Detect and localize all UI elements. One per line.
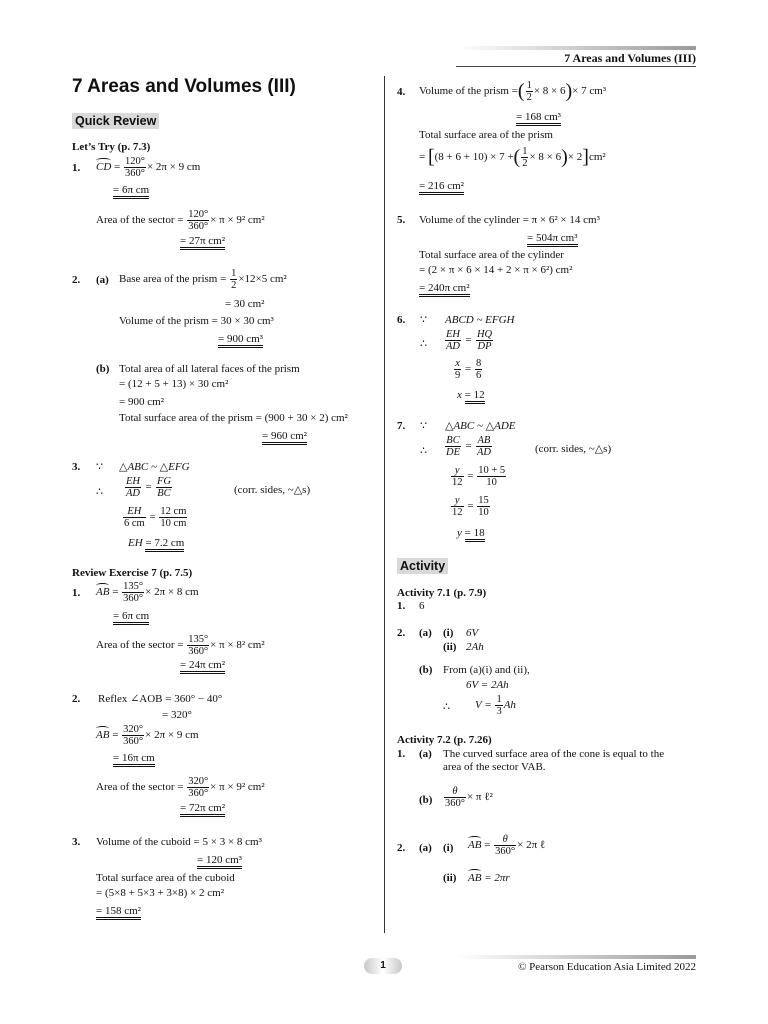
q2a-label: (a) bbox=[96, 274, 109, 286]
a71-q1-answer: 6 bbox=[419, 600, 425, 612]
review-exercise-heading: Review Exercise 7 (p. 7.5) bbox=[72, 567, 193, 579]
r4-tsa-result: = 216 cm² bbox=[419, 180, 464, 193]
r5-tsa-result: = 240π cm² bbox=[419, 282, 470, 295]
a72-q1b-label: (b) bbox=[419, 794, 433, 806]
q1-area: Area of the sector = $\frac{120^\circ}{360^\circ}$ × π × 9² cm² bbox=[96, 209, 265, 232]
q1-result: = 6π cm bbox=[113, 184, 149, 197]
a72-aii-equation: AB = 2πr bbox=[468, 872, 510, 884]
a71-b-equation: 6V = 2Ah bbox=[466, 679, 509, 691]
r7-reason: (corr. sides, ~△s) bbox=[535, 443, 612, 455]
since-symbol: ∵ bbox=[420, 314, 427, 326]
r4-volume: Volume of the prism =( $\frac{1}{2}$ × 8 × 6)× 7 cm³ bbox=[419, 80, 607, 103]
since-symbol: ∵ bbox=[96, 461, 103, 473]
therefore-symbol: ∴ bbox=[443, 701, 450, 713]
a71-ai-answer: 6V bbox=[466, 627, 479, 639]
r3-volume: Volume of the cuboid = 5 × 3 × 8 cm³ bbox=[96, 836, 262, 848]
a71-b-label: (b) bbox=[419, 664, 433, 676]
q2a-base: Base area of the prism = $\frac{1}{2}$ ×12×5 cm² bbox=[119, 268, 287, 291]
r7-number: 7. bbox=[397, 420, 406, 432]
footer-decor-bar bbox=[456, 955, 696, 959]
a72-q1a-label: (a) bbox=[419, 748, 432, 760]
r1-arc-equation: AB = $\frac{135^\circ}{360^\circ}$ × 2π × 8 cm bbox=[96, 581, 199, 604]
q2b-label: (b) bbox=[96, 363, 110, 375]
r7-ratio-3: $\frac{y}{12}$ = $\frac{15}{10}$ bbox=[452, 495, 489, 518]
r3-tsa: Total surface area of the cuboid bbox=[96, 872, 235, 884]
arc-label: CD bbox=[96, 161, 112, 174]
chapter-title: 7 Areas and Volumes (III) bbox=[72, 76, 296, 97]
q2-number: 2. bbox=[72, 274, 81, 286]
a71-q2-number: 2. bbox=[397, 627, 406, 639]
q1-arc-equation: CD = $\frac{120^\circ}{360^\circ}$ × 2π × 9 cm bbox=[96, 156, 201, 179]
r2-area: Area of the sector = $\frac{320^\circ}{360^\circ}$ × π × 9² cm² bbox=[96, 776, 265, 799]
r2-arc-equation: AB = $\frac{320^\circ}{360^\circ}$ × 2π × 9 cm bbox=[96, 724, 199, 747]
a71-b-text: From (a)(i) and (ii), bbox=[443, 664, 530, 676]
a72-ai-label: (i) bbox=[443, 842, 454, 854]
a72-q2a-label: (a) bbox=[419, 842, 432, 854]
a72-aii-label: (ii) bbox=[443, 872, 457, 884]
r7-ratio-2: $\frac{y}{12}$ = $\frac{10 + 5}{10}$ bbox=[452, 465, 506, 488]
r4-number: 4. bbox=[397, 86, 406, 98]
a72-q1-number: 1. bbox=[397, 748, 406, 760]
therefore-symbol: ∴ bbox=[420, 338, 427, 350]
page-number: 1 bbox=[364, 958, 402, 974]
quick-review-heading: Quick Review bbox=[72, 113, 159, 129]
a71-v-equation: V = $\frac{1}{3}$ Ah bbox=[475, 694, 516, 717]
q3-result: EH = 7.2 cm bbox=[128, 537, 184, 550]
r6-number: 6. bbox=[397, 314, 406, 326]
q2a-base-result: = 30 cm² bbox=[225, 298, 265, 310]
a71-aii-answer: 2Ah bbox=[466, 641, 484, 653]
r3-tsa-result: = 158 cm² bbox=[96, 905, 141, 918]
q1-area-result: = 27π cm² bbox=[180, 235, 225, 248]
r3-number: 3. bbox=[72, 836, 81, 848]
running-header: 7 Areas and Volumes (III) bbox=[564, 51, 696, 65]
arc-label: AB bbox=[96, 729, 110, 742]
a72-q1a-text-1: The curved surface area of the cone is equal to the bbox=[443, 748, 665, 760]
q1-number: 1. bbox=[72, 162, 81, 174]
q2b-tsa: Total surface area of the prism = (900 + 30 × 2) cm² bbox=[119, 412, 348, 424]
header-rule bbox=[456, 66, 696, 67]
r2-number: 2. bbox=[72, 693, 81, 705]
a72-ai-equation: AB = $\frac{\theta}{360^\circ}$ × 2π ℓ bbox=[468, 834, 546, 857]
copyright: © Pearson Education Asia Limited 2022 bbox=[518, 961, 696, 973]
column-divider bbox=[384, 76, 385, 933]
r6-similar: ABCD ~ EFGH bbox=[445, 314, 515, 326]
q3-ratio-2: $\frac{EH}{6 cm}$ = $\frac{12 cm}{10 cm}$ bbox=[124, 506, 187, 529]
a71-q1-number: 1. bbox=[397, 600, 406, 612]
r5-tsa-1: = (2 × π × 6 × 14 + 2 × π × 6²) cm² bbox=[419, 264, 573, 276]
q2a-volume-result: = 900 cm³ bbox=[218, 333, 263, 346]
q3-number: 3. bbox=[72, 461, 81, 473]
r2-reflex: Reflex ∠AOB = 360° − 40° bbox=[98, 693, 223, 705]
r3-tsa-1: = (5×8 + 5×3 + 3×8) × 2 cm² bbox=[96, 887, 224, 899]
r7-result: y = 18 bbox=[457, 527, 485, 540]
r1-area-result: = 24π cm² bbox=[180, 659, 225, 672]
a71-q2a-label: (a) bbox=[419, 627, 432, 639]
r4-volume-result: = 168 cm³ bbox=[516, 111, 561, 124]
r7-ratio-1: $\frac{BC}{DE}$ = $\frac{AB}{AD}$ bbox=[446, 435, 491, 458]
q3-similar: △ABC ~ △EFG bbox=[119, 461, 190, 473]
r6-ratio-2: $\frac{x}{9}$ = $\frac{8}{6}$ bbox=[455, 358, 482, 381]
r7-similar: △ABC ~ △ADE bbox=[445, 420, 516, 432]
r1-result: = 6π cm bbox=[113, 610, 149, 623]
q2a-volume: Volume of the prism = 30 × 30 cm³ bbox=[119, 315, 274, 327]
arc-label: AB bbox=[468, 839, 482, 852]
a72-q1b-expression: $\frac{\theta}{360^\circ}$ × π ℓ² bbox=[445, 786, 493, 809]
r3-volume-result: = 120 cm³ bbox=[197, 854, 242, 867]
q2b-lateral: Total area of all lateral faces of the prism bbox=[119, 363, 300, 375]
r5-volume-result: = 504π cm³ bbox=[527, 232, 578, 245]
q3-reason: (corr. sides, ~△s) bbox=[234, 484, 311, 496]
activity-71-heading: Activity 7.1 (p. 7.9) bbox=[397, 587, 487, 599]
r1-area: Area of the sector = $\frac{135^\circ}{360^\circ}$ × π × 8² cm² bbox=[96, 634, 265, 657]
arc-label: AB bbox=[96, 586, 110, 599]
r4-tsa-expression: = [(8 + 6 + 10) × 7 +( $\frac{1}{2}$ × 8 × 6)× 2]cm² bbox=[419, 146, 606, 169]
r5-tsa: Total surface area of the cylinder bbox=[419, 249, 564, 261]
q2b-lateral-1: = (12 + 5 + 13) × 30 cm² bbox=[119, 378, 229, 390]
q3-ratio-1: $\frac{EH}{AD}$ = $\frac{FG}{BC}$ bbox=[126, 476, 171, 499]
a72-q1a-text-2: area of the sector VAB. bbox=[443, 761, 546, 773]
therefore-symbol: ∴ bbox=[420, 445, 427, 457]
activity-heading: Activity bbox=[397, 558, 448, 574]
therefore-symbol: ∴ bbox=[96, 486, 103, 498]
r5-number: 5. bbox=[397, 214, 406, 226]
r4-tsa: Total surface area of the prism bbox=[419, 129, 553, 141]
r6-result: x = 12 bbox=[457, 389, 485, 402]
lets-try-heading: Let’s Try (p. 7.3) bbox=[72, 141, 151, 153]
r1-number: 1. bbox=[72, 587, 81, 599]
r5-volume: Volume of the cylinder = π × 6² × 14 cm³ bbox=[419, 214, 600, 226]
arc-label: AB bbox=[468, 872, 482, 884]
a71-ai-label: (i) bbox=[443, 627, 454, 639]
since-symbol: ∵ bbox=[420, 420, 427, 432]
q2b-tsa-result: = 960 cm² bbox=[262, 430, 307, 443]
a71-aii-label: (ii) bbox=[443, 641, 457, 653]
r2-result: = 16π cm bbox=[113, 752, 155, 765]
activity-72-heading: Activity 7.2 (p. 7.26) bbox=[397, 734, 492, 746]
a72-q2-number: 2. bbox=[397, 842, 406, 854]
r2-area-result: = 72π cm² bbox=[180, 802, 225, 815]
q2b-lateral-2: = 900 cm² bbox=[119, 396, 164, 408]
header-decor-bar bbox=[456, 46, 696, 50]
r2-reflex-result: = 320° bbox=[162, 709, 192, 721]
r6-ratio-1: $\frac{EH}{AD}$ = $\frac{HQ}{DP}$ bbox=[446, 329, 493, 352]
